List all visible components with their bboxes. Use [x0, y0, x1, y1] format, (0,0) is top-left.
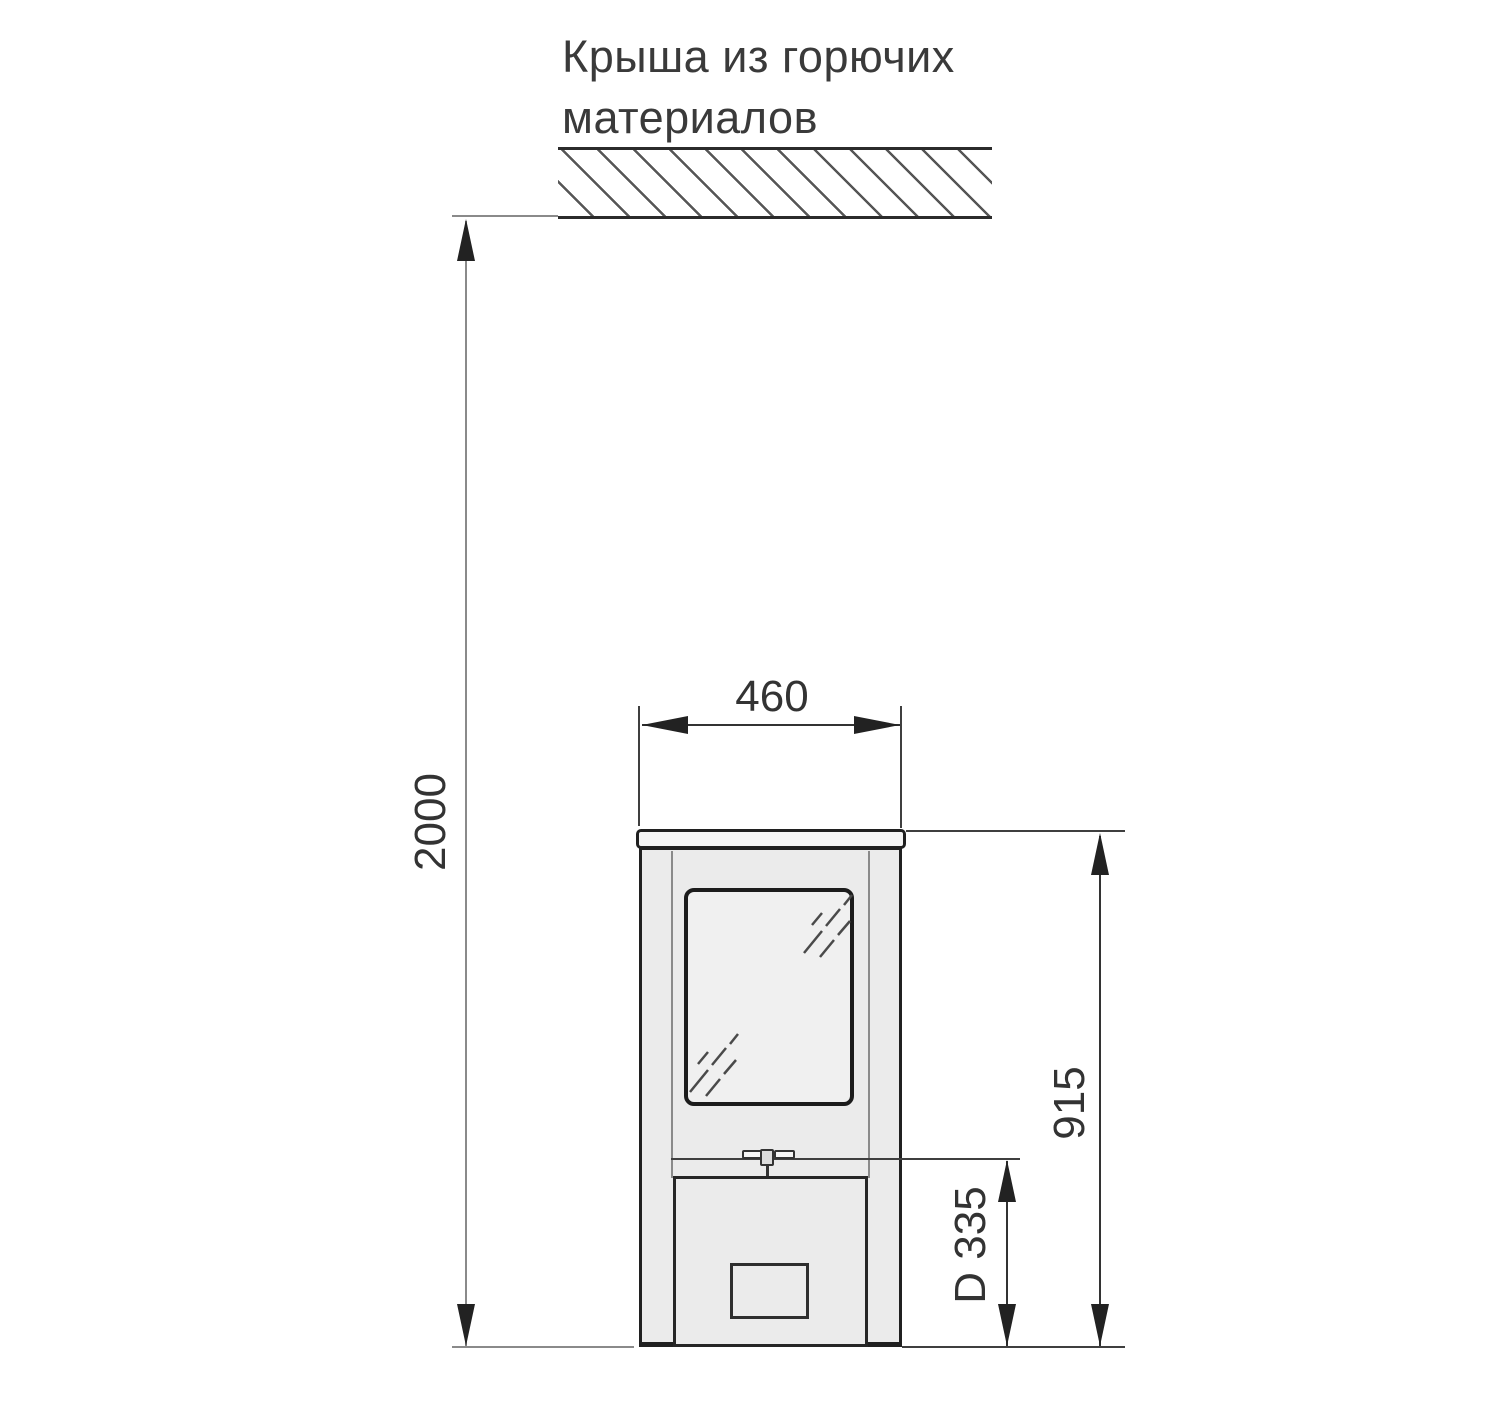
stove-handle-knob — [760, 1149, 774, 1166]
stove-inner-line-right — [868, 851, 870, 1178]
dim-ceiling-clearance-label: 2000 — [406, 773, 455, 871]
roof-hatch-band — [558, 147, 992, 219]
arrow-down-icon — [998, 1304, 1016, 1346]
roof-label — [562, 26, 955, 148]
stove-base-door — [673, 1176, 868, 1347]
arrow-up-icon — [457, 219, 475, 261]
stove-handle-right — [774, 1150, 795, 1159]
glass-reflection-icon — [800, 893, 856, 963]
door-bottom-extension-line — [671, 1158, 1020, 1160]
dim-915-line — [1099, 836, 1101, 1346]
arrow-up-icon — [998, 1160, 1016, 1202]
arrow-up-icon — [1091, 833, 1109, 875]
stove-vent-opening — [730, 1263, 809, 1319]
floor-line-right — [902, 1346, 1125, 1348]
dim-width-label: 460 — [735, 672, 809, 721]
roof-label-line2: материалов — [562, 92, 818, 143]
roof-extension-line — [452, 215, 558, 217]
glass-reflection-icon — [686, 1032, 742, 1102]
arrow-left-icon — [642, 716, 688, 734]
arrow-down-icon — [457, 1304, 475, 1346]
floor-line-left — [452, 1346, 634, 1348]
dim-915-extension-line — [906, 830, 1125, 832]
dim-flue-label: D 335 — [946, 1186, 995, 1304]
dim-460-extension-left — [638, 706, 640, 826]
arrow-right-icon — [854, 716, 900, 734]
roof-label-line1: Крыша из горючих — [562, 31, 955, 82]
stove-handle-left — [742, 1150, 762, 1159]
dim-460-extension-right — [900, 706, 902, 828]
stove-inner-line-left — [671, 851, 673, 1178]
dim-height-label: 915 — [1045, 1066, 1094, 1140]
stove-top-plate — [636, 829, 906, 849]
dim-2000-line — [465, 221, 467, 1346]
arrow-down-icon — [1091, 1304, 1109, 1346]
